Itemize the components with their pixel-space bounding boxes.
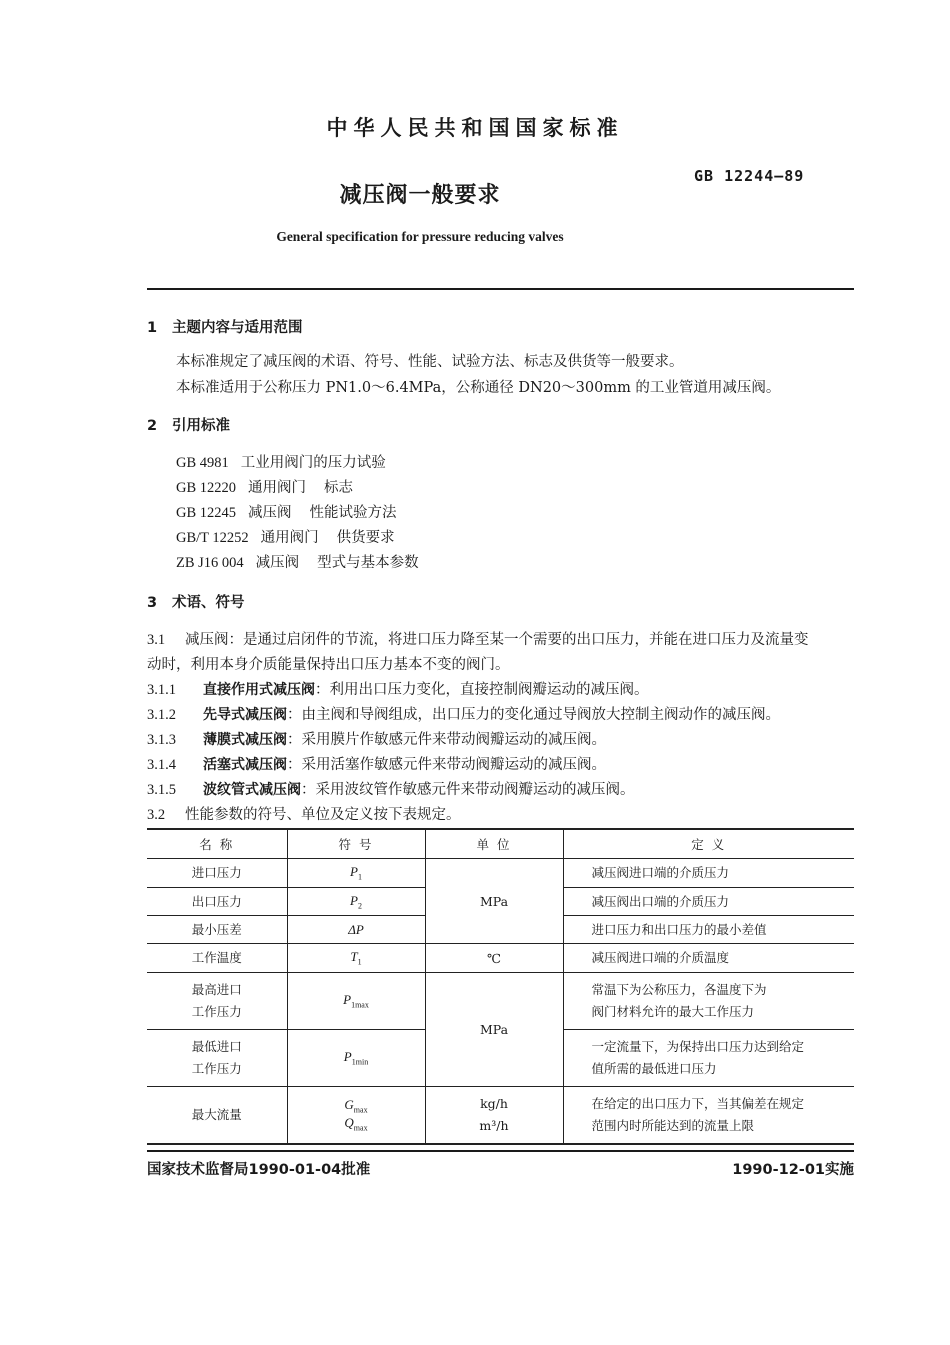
section-2-heading: 2 引用标准 — [147, 418, 230, 434]
standard-code: GB 12244—89 — [694, 167, 805, 185]
section-1-heading: 1 主题内容与适用范围 — [147, 320, 303, 336]
header-rule — [147, 288, 854, 290]
param-name: 最大流量 — [147, 1087, 287, 1144]
term-3-1-4: 3.1.4 活塞式减压阀：采用活塞作敏感元件来带动阀瓣运动的减压阀。 — [147, 757, 606, 773]
table-row — [147, 973, 854, 1030]
section-1-paragraph-1: 本标准规定了减压阀的术语、符号、性能、试验方法、标志及供货等一般要求。 — [176, 354, 684, 370]
param-name: 最小压差 — [147, 916, 287, 944]
param-definition: 减压阀进口端的介质温度 — [563, 944, 854, 973]
param-symbol: $P_2$ — [287, 888, 425, 916]
param-name: 出口压力 — [147, 888, 287, 916]
term-3-1-1: 3.1.1 直接作用式减压阀：利用出口压力变化，直接控制阀瓣运动的减压阀。 — [147, 682, 649, 698]
reference-item: GB/T 12252 通用阀门 供货要求 — [176, 530, 395, 546]
term-3-1-5: 3.1.5 波纹管式减压阀：采用波纹管作敏感元件来带动阀瓣运动的减压阀。 — [147, 782, 635, 798]
table-row — [147, 859, 854, 888]
document-title-cn: 减压阀一般要求 — [339, 183, 501, 208]
param-unit: MPa — [425, 973, 563, 1087]
approval-date: 国家技术监督局1990-01-04批准 — [147, 1162, 371, 1178]
param-definition: 进口压力和出口压力的最小差值 — [563, 916, 854, 944]
table-header-row — [147, 829, 854, 859]
document-title-en: General specification for pressure reducing valves — [276, 229, 564, 244]
column-header: 单 位 — [425, 829, 563, 859]
param-name: 最低进口 工作压力 — [147, 1030, 287, 1087]
param-definition: 减压阀进口端的介质压力 — [563, 859, 854, 888]
param-symbol: $P_1$ — [287, 859, 425, 888]
reference-item: ZB J16 004 减压阀 型式与基本参数 — [176, 555, 419, 571]
param-definition: 在给定的出口压力下，当其偏差在规定 范围内时所能达到的流量上限 — [563, 1087, 854, 1144]
table-row — [147, 1087, 854, 1144]
param-definition: 常温下为公称压力，各温度下为 阀门材料允许的最大工作压力 — [563, 973, 854, 1030]
param-symbol: $P_{1min}$ — [287, 1030, 425, 1087]
param-unit: ℃ — [425, 944, 563, 973]
param-symbol: $P_{1max}$ — [287, 973, 425, 1030]
term-3-1: 3.1 减压阀：是通过启闭件的节流，将进口压力降至某一个需要的出口压力，并能在进口压力及流量变 — [147, 632, 809, 648]
national-standard-heading: 中华人民共和国国家标准 — [326, 116, 624, 140]
param-symbol: ΔP — [287, 916, 425, 944]
param-symbol: $G_{max}$ $Q_{max}$ — [287, 1087, 425, 1144]
param-name: 最高进口 工作压力 — [147, 973, 287, 1030]
effective-date: 1990-12-01实施 — [732, 1162, 854, 1178]
section-1-paragraph-2: 本标准适用于公称压力 PN1.0～6.4MPa，公称通径 DN20～300mm 的工业管道用减压阀。 — [176, 380, 781, 396]
term-3-1-3: 3.1.3 薄膜式减压阀：采用膜片作敏感元件来带动阀瓣运动的减压阀。 — [147, 732, 606, 748]
performance-parameter-table — [147, 828, 854, 1145]
table-row — [147, 944, 854, 973]
param-symbol: $T_1$ — [287, 944, 425, 973]
column-header: 名 称 — [147, 829, 287, 859]
param-definition: 一定流量下，为保持出口压力达到给定 值所需的最低进口压力 — [563, 1030, 854, 1087]
reference-item: GB 12220 通用阀门 标志 — [176, 480, 354, 496]
section-3-heading: 3 术语、符号 — [147, 595, 245, 611]
param-name: 进口压力 — [147, 859, 287, 888]
param-name: 工作温度 — [147, 944, 287, 973]
reference-item: GB 4981 工业用阀门的压力试验 — [176, 455, 386, 471]
param-unit: kg/h m³/h — [425, 1087, 563, 1144]
term-3-1-continued: 动时，利用本身介质能量保持出口压力基本不变的阀门。 — [147, 657, 510, 673]
reference-item: GB 12245 减压阀 性能试验方法 — [176, 505, 397, 521]
param-unit: MPa — [425, 859, 563, 944]
column-header: 符 号 — [287, 829, 425, 859]
footer-rule — [147, 1150, 854, 1152]
term-3-1-2: 3.1.2 先导式减压阀：由主阀和导阀组成，出口压力的变化通过导阀放大控制主阀动作的减压阀。 — [147, 707, 780, 723]
term-3-2: 3.2 性能参数的符号、单位及定义按下表规定。 — [147, 807, 461, 823]
column-header: 定 义 — [563, 829, 854, 859]
param-definition: 减压阀出口端的介质压力 — [563, 888, 854, 916]
